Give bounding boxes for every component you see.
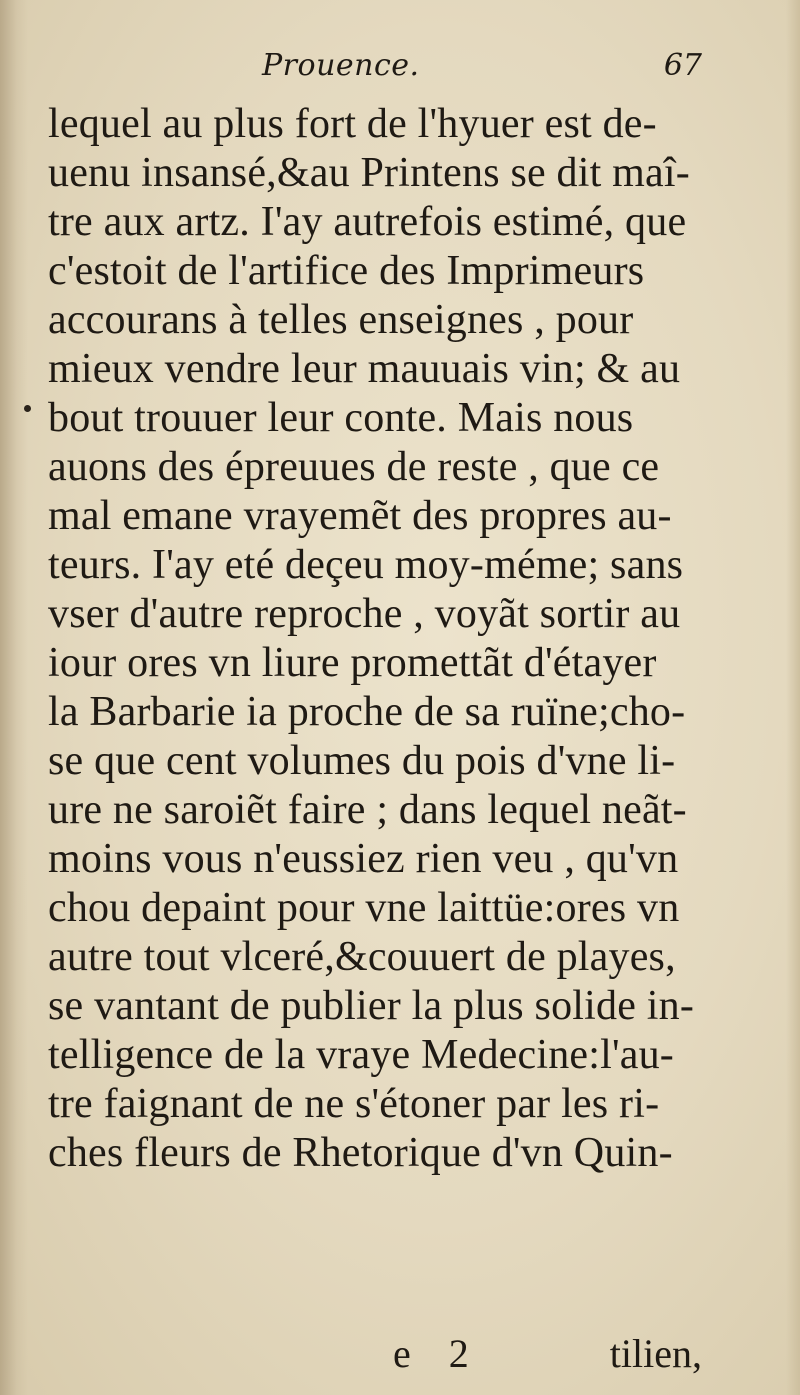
running-head: Prouence. bbox=[262, 48, 420, 83]
page-header bbox=[262, 48, 702, 98]
text-line: iour ores vn liure promettãt d'étayer bbox=[48, 640, 657, 686]
text-line: tre faignant de ne s'étoner par les ri- bbox=[48, 1081, 660, 1127]
text-line: se que cent volumes du pois d'vne li- bbox=[48, 738, 676, 784]
text-line: bout trouuer leur conte. Mais nous bbox=[48, 395, 634, 441]
text-line: uenu insansé,&au Printens se dit maî- bbox=[48, 150, 690, 196]
text-line: tre aux artz. I'ay autrefois estimé, que bbox=[48, 199, 687, 245]
text-line: mal emane vrayemẽt des propres au- bbox=[48, 493, 672, 539]
text-line: la Barbarie ia proche de sa ruïne;cho- bbox=[48, 689, 686, 735]
text-line: autre tout vlceré,&couuert de playes, bbox=[48, 934, 676, 980]
text-line: ches fleurs de Rhetorique d'vn Quin- bbox=[48, 1130, 673, 1176]
text-line: accourans à telles enseignes , pour bbox=[48, 297, 634, 343]
text-line: chou depaint pour vne laittüe:ores vn bbox=[48, 885, 680, 931]
page-footer bbox=[48, 1330, 702, 1380]
text-line: ure ne saroiẽt faire ; dans lequel neãt- bbox=[48, 787, 687, 833]
text-line: se vantant de publier la plus solide in- bbox=[48, 983, 695, 1029]
text-line: teurs. I'ay eté deçeu moy-méme; sans bbox=[48, 542, 684, 588]
page-number: 67 bbox=[663, 48, 702, 83]
text-line: telligence de la vraye Medecine:l'au- bbox=[48, 1032, 674, 1078]
signature-mark: e 2 bbox=[393, 1331, 483, 1376]
text-line: moins vous n'eussiez rien veu , qu'vn bbox=[48, 836, 679, 882]
text-line: auons des épreuues de reste , que ce bbox=[48, 444, 660, 490]
catchword: tilien, bbox=[609, 1331, 702, 1376]
text-line: c'estoit de l'artifice des Imprimeurs bbox=[48, 248, 645, 294]
text-line: mieux vendre leur mauuais vin; & au bbox=[48, 346, 681, 392]
margin-mark-dot bbox=[24, 405, 31, 412]
page-edge bbox=[786, 0, 800, 1395]
text-line: lequel au plus fort de l'hyuer est de- bbox=[48, 101, 657, 147]
text-line: vser d'autre reproche , voyãt sortir au bbox=[48, 591, 681, 637]
body-text bbox=[48, 100, 698, 1178]
gutter-shadow bbox=[0, 0, 28, 1395]
